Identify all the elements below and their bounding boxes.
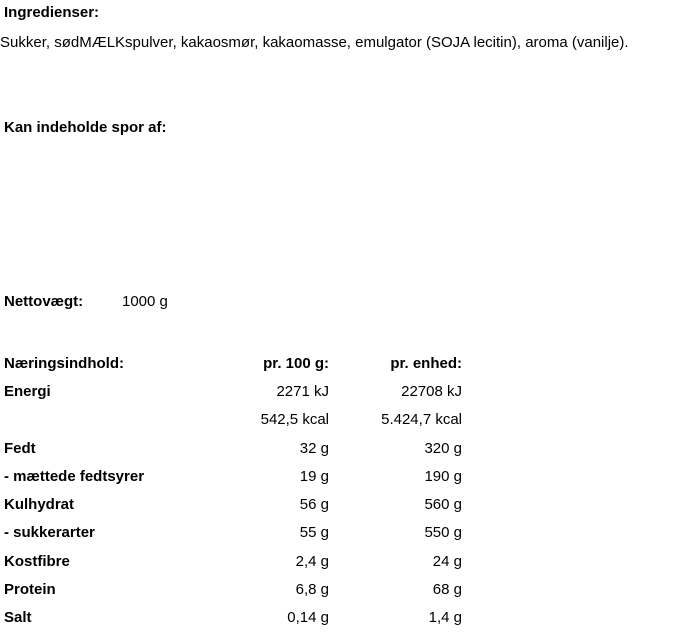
- nutrition-row-per100: 0,14 g: [287, 609, 329, 626]
- nutrition-row-per-unit: 320 g: [424, 440, 462, 457]
- ingredients-text: Sukker, sødMÆLKspulver, kakaosmør, kakaomasse, emulgator (SOJA lecitin), aroma (vanilje).: [0, 34, 629, 51]
- net-weight-value: 1000 g: [122, 293, 168, 310]
- ingredients-heading: Ingredienser:: [4, 4, 100, 21]
- nutrition-row-label: Kostfibre: [4, 553, 70, 570]
- nutrition-row-per100: 32 g: [299, 440, 329, 457]
- nutrition-row-per-unit: 1,4 g: [428, 609, 462, 626]
- nutrition-row-per-unit: 5.424,7 kcal: [381, 411, 462, 428]
- nutrition-header-per-unit: pr. enhed:: [390, 355, 462, 372]
- net-weight-label: Nettovægt:: [4, 293, 84, 310]
- nutrition-row-per100: 19 g: [299, 468, 329, 485]
- nutrition-row-per100: 55 g: [299, 524, 329, 541]
- nutrition-row-label: - mættede fedtsyrer: [4, 468, 145, 485]
- nutrition-row-label: Energi: [4, 383, 51, 400]
- nutrition-row-label: Salt: [4, 609, 32, 626]
- nutrition-row-per100: 2271 kJ: [276, 383, 329, 400]
- nutrition-header-per100: pr. 100 g:: [263, 355, 329, 372]
- nutrition-row-per100: 542,5 kcal: [260, 411, 329, 428]
- nutrition-row-per-unit: 550 g: [424, 524, 462, 541]
- nutrition-row-per100: 2,4 g: [295, 553, 329, 570]
- traces-heading: Kan indeholde spor af:: [4, 119, 167, 136]
- nutrition-row-label: Kulhydrat: [4, 496, 75, 513]
- nutrition-row-label: Protein: [4, 581, 56, 598]
- nutrition-row-per-unit: 24 g: [432, 553, 462, 570]
- nutrition-header-label: Næringsindhold:: [4, 355, 124, 372]
- nutrition-row-per100: 56 g: [299, 496, 329, 513]
- nutrition-row-per-unit: 22708 kJ: [401, 383, 462, 400]
- nutrition-row-per-unit: 190 g: [424, 468, 462, 485]
- nutrition-row-per100: 6,8 g: [295, 581, 329, 598]
- nutrition-row-per-unit: 560 g: [424, 496, 462, 513]
- nutrition-row-label: - sukkerarter: [4, 524, 95, 541]
- nutrition-row-per-unit: 68 g: [432, 581, 462, 598]
- nutrition-row-label: Fedt: [4, 440, 36, 457]
